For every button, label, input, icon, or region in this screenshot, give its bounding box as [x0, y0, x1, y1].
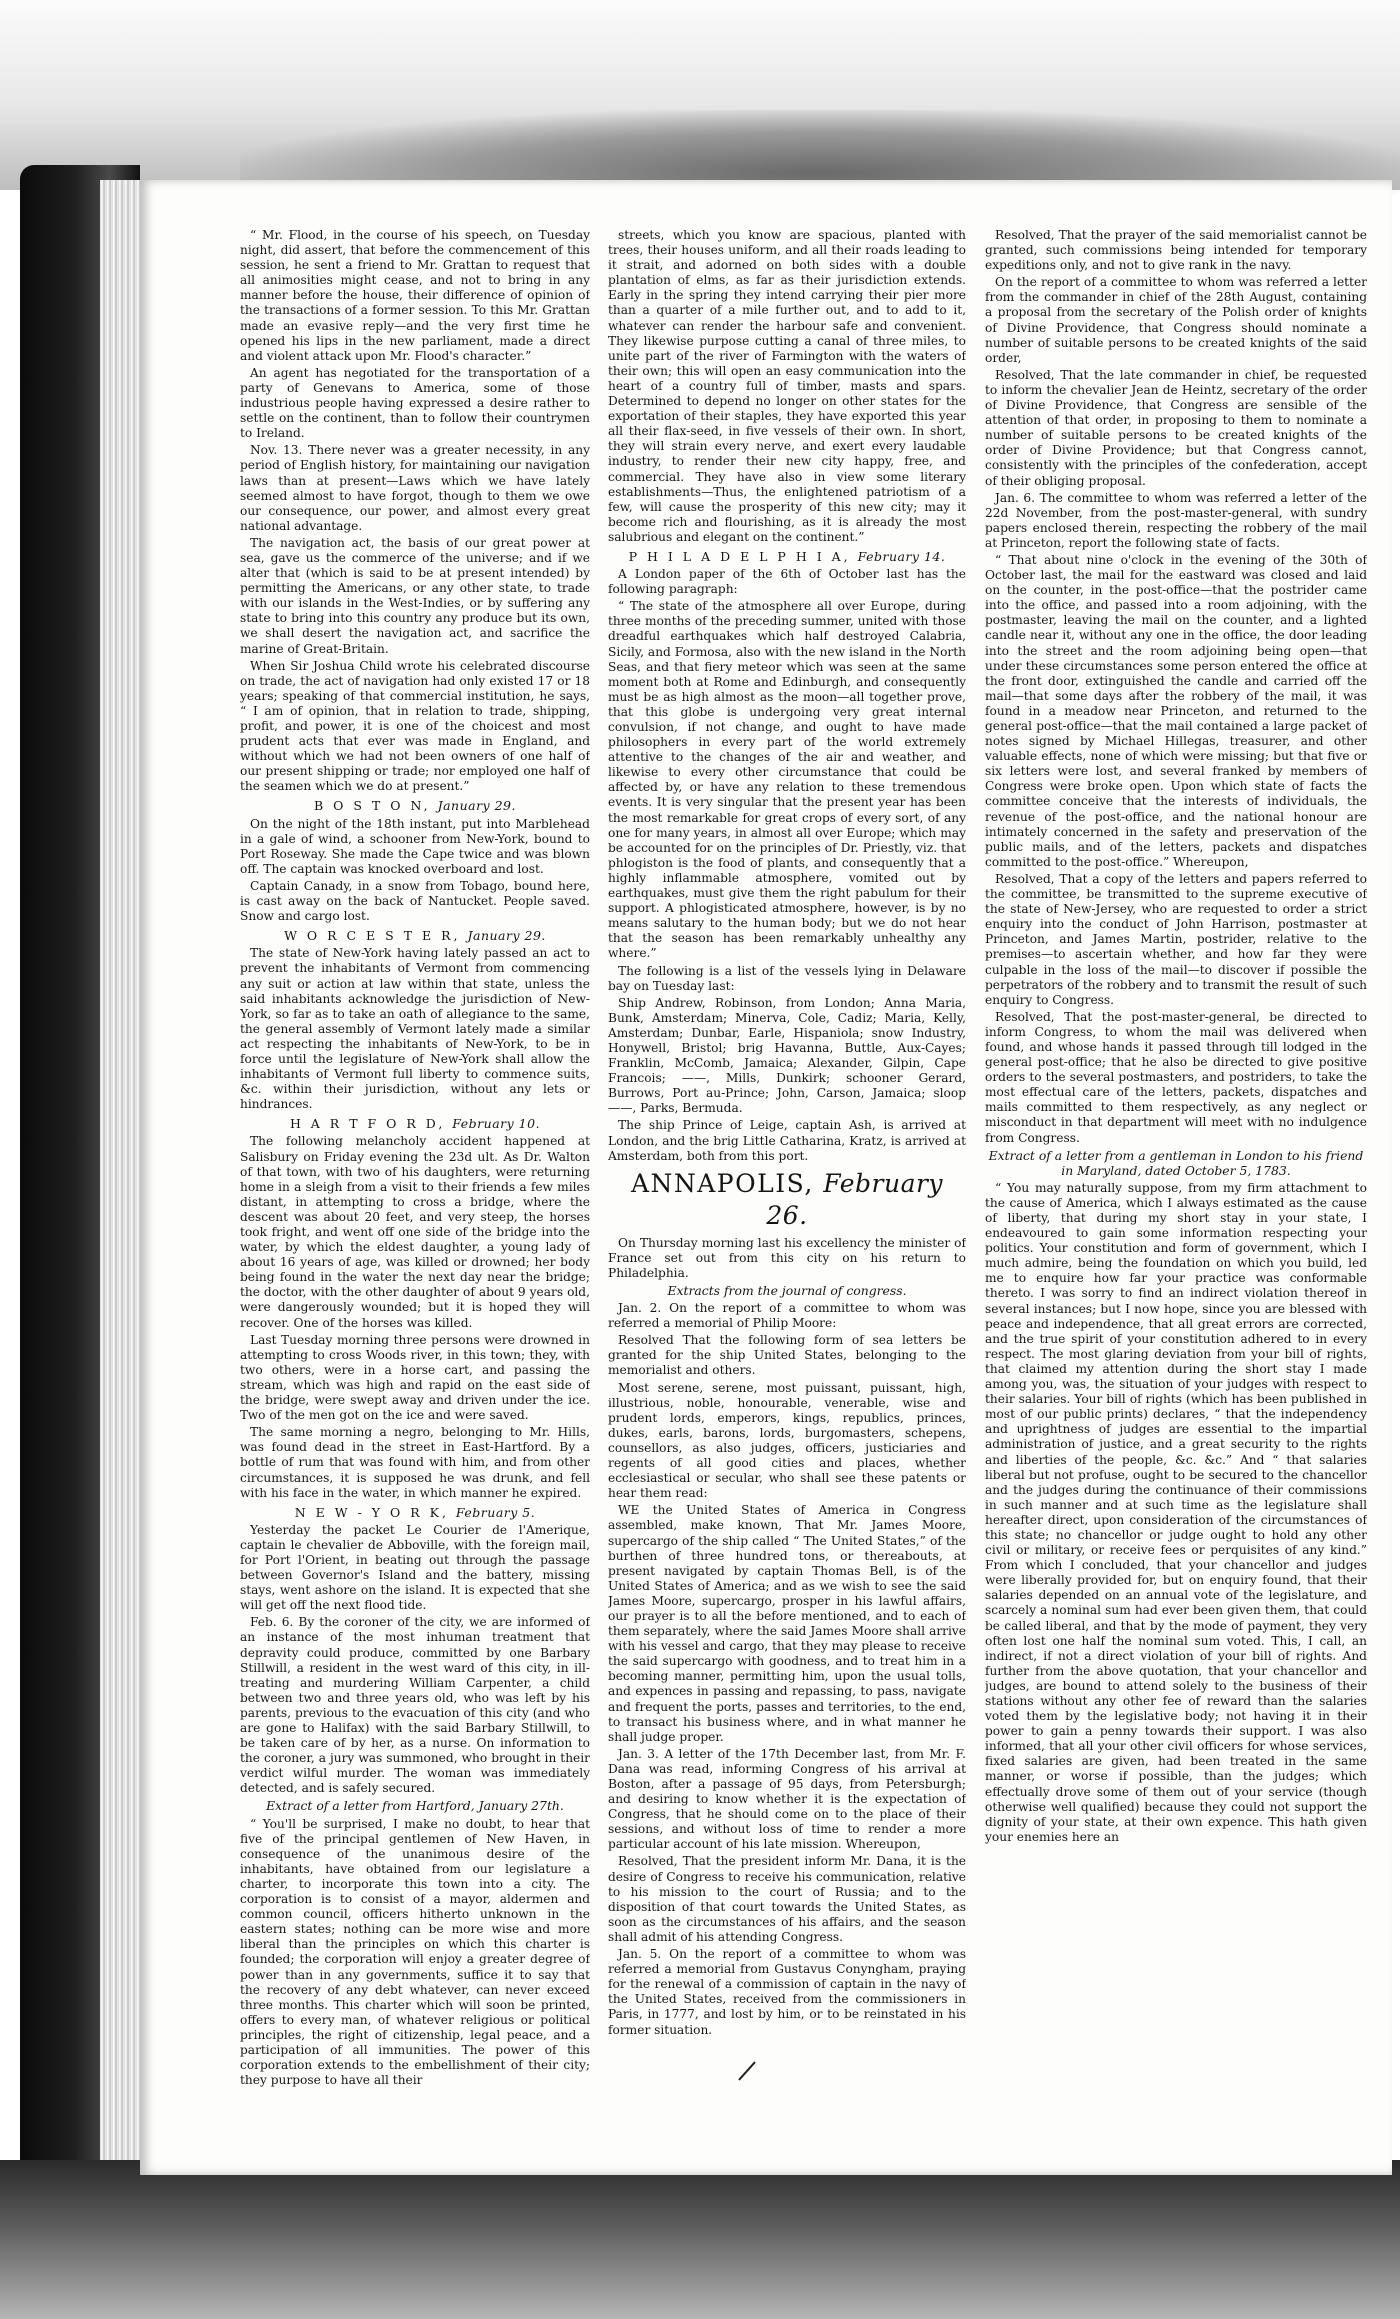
column-1 — [240, 228, 590, 2148]
masthead-place: ANNAPOLIS, — [630, 1168, 814, 1198]
dateline-date: February 5. — [455, 1504, 536, 1520]
paragraph: Jan. 2. On the report of a committee to whom was referred a memorial of Philip Moore: — [608, 1301, 966, 1331]
extract-heading: Extract of a letter from Hartford, January 27th. — [266, 1798, 564, 1814]
extract-heading: Extract of a letter from a gentleman in London to his friend in Maryland, dated October 5, 1783. — [988, 1147, 1364, 1178]
paragraph: The same morning a negro, belonging to Mr. Hills, was found dead in the street in East-Hartford. By a bottle of rum that was found with him, and from other circumstances, it is supposed he was drunk, and fell with his face in the water, in which manner he expired. — [240, 1425, 590, 1500]
paragraph: The navigation act, the basis of our great power at sea, gave us the commerce of the universe; and if we alter that (which is said to be at present intended) by permitting the Americans, or any other state, to trade with our islands in the West-Indies, or by suffering any state to bring into this country any produce but its own, we shall desert the navigation act, and sacrifice the marine of Great-Britain. — [240, 535, 590, 656]
paragraph: WE the United States of America in Congress assembled, make known, That Mr. James Moore, supercargo of the ship called “ The United States,” of the burthen of three hundred tons, or thereabouts, at present navigated by captain Thomas Bell, is of the United States of America; and as we wish to see the said James Moore, supercargo, prosper in his lawful affairs, our prayer is to all the before mentioned, and to each of them separately, where the said James Moore shall arrive with his vessel and cargo, that they may please to receive the said supercargo with goodness, and to treat him in a becoming manner, permitting him, upon the usual tolls, and expences in passing and repassing, to pass, navigate and frequent the ports, passes and territories, to the end, to transact his business where, and in what manner he shall judge proper. — [608, 1503, 966, 1744]
paragraph: The state of New-York having lately passed an act to prevent the inhabitants of Vermont from commencing any suit or action at law within that state, unless the said inhabitants acknowledge the jurisdiction of New-York, so far as to take an oath of allegiance to the same, the general assembly of Vermont lately made a similar act respecting the inhabitants of New-York, to be in force until the legislature of New-York shall allow the inhabitants of Vermont full liberty to commence suits, &c. within their jurisdiction, without any lets or hindrances. — [240, 946, 590, 1112]
paragraph: When Sir Joshua Child wrote his celebrated discourse on trade, the act of navigation had only existed 17 or 18 years; speaking of that commercial institution, he says, “ I am of opinion, that in relation to trade, shipping, profit, and power, it is one of the choicest and most prudent acts that ever was made in England, and without which we had not been owners of one half of our present shipping or trade; nor employed one half of the seamen which we do at present.” — [240, 658, 590, 794]
paragraph: Yesterday the packet Le Courier de l'Amerique, captain le chevalier de Abboville, with the foreign mail, for Port l'Orient, in beating out through the passage between Governor's Island and the battery, missing stays, went ashore on the island. It is expected that she will get off the next flood tide. — [240, 1522, 590, 1613]
dateline-place: H A R T F O R D, — [289, 1116, 446, 1132]
paragraph: “ Mr. Flood, in the course of his speech, on Tuesday night, did assert, that before the commencement of this session, he sent a friend to Mr. Grattan to request that all animosities might cease, and not to bring in any manner before the house, their difference of opinion of the transactions of a former session. To this Mr. Grattan made an evasive reply—and the very first time he opened his lips in the new parliament, made a direct and violent attack upon Mr. Flood's character.” — [240, 228, 590, 363]
paragraph: Resolved, That the late commander in chief, be requested to inform the chevalier Jean de Heintz, secretary of the order of Divine Providence, that Congress are sensible of the attention of that order, in proposing to them to nominate a number of suitable persons to be created knights of the order of Divine Providence; but that Congress cannot, consistently with the principles of the confederation, accept of their obliging proposal. — [985, 367, 1367, 488]
dateline-date: January 29. — [437, 798, 516, 814]
paragraph: “ You may naturally suppose, from my firm attachment to the cause of America, which I always estimated as the cause of liberty, that during my short stay in your state, I endeavoured to gain some information respecting your politics. Your constitution and form of government, which I much admire, being the foundation on which you build, led me to enquire how far your practice was conformable thereto. I was sorry to find an indirect violation thereof in several instances; but I now hope, since you are blessed with peace and independence, that all great errors are corrected, and the true spirit of your constitution adhered to in every respect. The most glaring deviation from your bill of rights, that claimed my attention during the short stay I made among you, was, the situation of your judges with respect to their salaries. Your bill of rights (which has been published in most of our public prints) declares, “ that the independency and uprightness of judges are essential to the impartial administration of justice, and a great security to the rights and liberties of the people, &c. &c.” And “ that salaries liberal but not profuse, ought to be secured to the chancellor and the judges during the continuance of their commissions in such manner and at such time as the legislature shall hereafter direct, upon consideration of the circumstances of this state; no chancellor or judge ought to hold any other civil or military, or receive fees or perquisites of any kind.” From which I concluded, that your chancellor and judges were liberally provided for, but on enquiry found, that their salaries depended on an annual vote of the legislature, and scarcely a nominal sum had ever been given them, that could be called liberal, and that by the mode of payment, they very often lost one half the nominal sum voted. This, I call, an indirect, if not a direct violation of your bill of rights. And further from the above quotation, that your chancellor and judges, are bound to attend solely to the business of their stations without any other fee of reward than the salaries voted them by the legislative body; not having it in their power to gain a penny towards their support. I was also informed, that all your other civil officers for whose services, fixed salaries are given, had been treated in the same manner, or worse if possible, than the judges; which effectually drove some of them out of your service (though otherwise well qualified) because they could not support the dignity of your state, at their own expence. This hath given your enemies here an — [985, 1180, 1367, 1844]
paragraph: Jan. 5. On the report of a committee to whom was referred a memorial from Gustavus Conyngham, praying for the renewal of a commission of captain in the navy of the United States, received from the commissioners in Paris, in 1777, and lost by him, or to be reinstated in his former situation. — [608, 1947, 966, 2037]
paragraph: On the night of the 18th instant, put into Marblehead in a gale of wind, a schooner from New-York, bound to Port Roseway. She made the Cape twice and was blown off. The captain was knocked overboard and lost. — [240, 816, 590, 876]
dateline-place: N E W - Y O R K, — [294, 1504, 449, 1520]
column-3 — [985, 228, 1367, 2148]
paragraph: Resolved That the following form of sea letters be granted for the ship United States, belonging to the memorialist and others. — [608, 1333, 966, 1378]
paragraph: “ The state of the atmosphere all over Europe, during three months of the preceding summer, united with those dreadful earthquakes which half destroyed Calabria, Sicily, and Formosa, also with the new island in the North Seas, and that fiery meteor which was seen at the same moment both at Rome and Edinburgh, and consequently must be as high almost as the moon—all together prove, that this globe is undergoing very great internal convulsion, if not change, and ought to have made philosophers in every part of the world extremely attentive to the changes of the air and weather, and likewise to every other circumstance that could be affected by, or have any relation to these tremendous events. It is very singular that the present year has been the most remarkable for great crops of every sort, of any one for many years, in almost all over Europe; which may be accounted for on the principles of Dr. Priestly, viz. that phlogiston is the food of plants, and consequently that a highly inflammable atmosphere, vomited out by earthquakes, must give them the right pabulum for their support. A phlogisticated atmosphere, however, is by no means salutary to the human body; but we do not hear that the season has been remarkably unhealthy any where.” — [608, 599, 966, 961]
paragraph: Most serene, serene, most puissant, puissant, high, illustrious, noble, honourable, venerable, wise and prudent lords, emperors, kings, republics, princes, dukes, earls, barons, lords, burgomasters, schepens, counsellors, as also judges, officers, justiciaries and regents of all good cities and places, whether ecclesiastical or secular, who shall see these patents or hear them read: — [608, 1380, 966, 1501]
journal-heading: Extracts from the journal of congress. — [667, 1283, 907, 1298]
paragraph: Resolved, That a copy of the letters and papers referred to the committee, be transmitted to the supreme executive of the state of New-Jersey, who are requested to order a strict enquiry into the conduct of John Harrison, postmaster at Princeton, and James Martin, postrider, relative to the premises—to ascertain whether, and how far they were culpable in the loss of the mail—to discover if possible the perpetrators of the robbery and to transmit the result of such enquiry to Congress. — [985, 871, 1367, 1007]
masthead-date: February 26. — [766, 1168, 944, 1230]
paragraph: An agent has negotiated for the transportation of a party of Genevans to America, some of those industrious people having expressed a desire rather to settle on the continent, than to follow their countrymen to Ireland. — [240, 365, 590, 441]
dateline-place: W O R C E S T E R, — [284, 928, 461, 944]
dateline-date: January 29. — [467, 928, 546, 944]
paragraph: Jan. 3. A letter of the 17th December last, from Mr. F. Dana was read, informing Congress of his arrival at Boston, after a passage of 95 days, from Petersburgh; and desiring to know whether it is the expectation of Congress, that he should come on to the place of their sessions, and without loss of time to render a more particular account of his late mission. Whereupon, — [608, 1746, 966, 1852]
newspaper-page — [140, 180, 1392, 2175]
paragraph: Ship Andrew, Robinson, from London; Anna Maria, Bunk, Amsterdam; Minerva, Cole, Cadiz; Maria, Kelly, Amsterdam; Dunbar, Earle, Hispaniola; snow Industry, Honywell, Bristol; brig Havanna, Buttle, Aux-Cayes; Franklin, McComb, Jamaica; Alexander, Gilpin, Cape Francois; ——, Mills, Dunkirk; schooner Gerard, Burrows, Port au-Prince; John, Carson, Jamaica; sloop ——, Parks, Bermuda. — [608, 995, 966, 1116]
paragraph: A London paper of the 6th of October last has the following paragraph: — [608, 567, 966, 597]
paragraph: The following is a list of the vessels lying in Delaware bay on Tuesday last: — [608, 963, 966, 993]
dateline-philadelphia — [608, 549, 966, 564]
paragraph: “ That about nine o'clock in the evening of the 30th of October last, the mail for the eastward was closed and laid on the counter, in the post-office—that the postrider came into the office, and passed into a room adjoining, with the postmaster, leaving the mail on the counter, and a lighted candle near it, without any one in the office, the door leading into the street and the room adjoining being open—that under these circumstances some person entered the office at the front door, extinguished the candle and carried off the mail—that some days after the robbery of the mail, it was found in a meadow near Princeton, and returned to the general post-office—that the mail contained a large packet of notes signed by Michael Hillegas, treasurer, and other valuable effects, none of which were missing; but that five or six letters were lost, and several franked by members of Congress were broke open. Upon which state of facts the committee conceive that the interests of individuals, the revenue of the post-office, and the national honour are intimately concerned in the safety and preservation of the public mails, and of the letters, packets and dispatches committed to the post-office.” Whereupon, — [985, 552, 1367, 869]
dateline-date: February 10. — [452, 1116, 541, 1132]
dateline-date: February 14. — [857, 548, 946, 564]
dateline-new-york — [240, 1505, 590, 1520]
paragraph: Resolved, That the prayer of the said memorialist cannot be granted, such commissions being intended for temporary expeditions only, and not to give rank in the navy. — [985, 228, 1367, 273]
dateline-worcester — [240, 928, 590, 943]
paragraph: Nov. 13. There never was a greater necessity, in any period of English history, for maintaining our navigation laws than at present—Laws which we have lately seemed almost to have forgot, though to them we owe our consequence, our power, and almost every great national advantage. — [240, 443, 590, 533]
paragraph: “ You'll be surprised, I make no doubt, to hear that five of the principal gentlemen of New Haven, in consequence of the unanimous desire of the inhabitants, have obtained from our legislature a charter, to incorporate this town into a city. The corporation is to consist of a mayor, aldermen and common council, officers hitherto unknown in the eastern states; nothing can be more wise and more liberal than the principles on which this charter is founded; the corporation will enjoy a greater degree of power than in any governments, suffice it to say that the recovery of any debt whatever, can never exceed three months. This charter which will soon be printed, offers to every man, of whatever religious or political principles, the right of citizenship, legal peace, and a participation of all immunities. The power of this corporation extends to the embellishment of their city; they purpose to have all their — [240, 1816, 590, 2088]
paragraph: Jan. 6. The committee to whom was referred a letter of the 22d November, from the post-master-general, with sundry papers enclosed therein, respecting the robbery of the mail at Princeton, report the following state of facts. — [985, 490, 1367, 550]
paragraph: streets, which you know are spacious, planted with trees, their houses uniform, and all their roads leading to it strait, and adorned on both sides with a double plantation of elms, as far as their jurisdiction extends. Early in the spring they intend carrying their pier more than a quarter of a mile further out, and to add to it, whatever can render the harbour safe and convenient. They likewise purpose cutting a canal of three miles, to unite part of the river of Farmington with the waters of their own; this will open an easy communication into the heart of a country full of timber, masts and spars. Determined to depend no longer on other states for the exportation of their staples, they have exported this year all their flax-seed, in five vessels of their own. In short, they will strain every nerve, and exert every laudable industry, to render their new city happy, free, and commercial. They have also in view some literary establishments—Thus, the enlightened patriotism of a few, will cause the prosperity of this new city; may it become rich and flourishing, as it is already the most salubrious and elegant on the continent.” — [608, 228, 966, 544]
annapolis-masthead — [608, 1168, 966, 1232]
paragraph: On Thursday morning last his excellency the minister of France set out from this city on his return to Philadelphia. — [608, 1235, 966, 1280]
paragraph: Resolved, That the post-master-general, be directed to inform Congress, to whom the mail was delivered when found, and whose hands it passed through till lodged in the general post-office; that he also be directed to give positive orders to the several postmasters, and postriders, to take the most effectual care of the letters, packets, dispatches and mails committed to them respectively, as any neglect or misconduct in that department will meet with no indulgence from Congress. — [985, 1009, 1367, 1145]
dateline-place: B O S T O N, — [314, 798, 431, 814]
paragraph: Feb. 6. By the coroner of the city, we are informed of an instance of the most inhuman treatment that depravity could produce, committed by one Barbary Stillwill, a resident in the west ward of this city, in ill-treating and murdering William Carpenter, a child between two and three years old, who was left by his parents, previous to the evacuation of this city (and who are gone to Halifax) with the said Barbary Stillwill, to be taken care of by her, as a nurse. On information to the coroner, a jury was summoned, who brought in their verdict wilful murder. The woman was immediately detected, and is safely secured. — [240, 1615, 590, 1796]
scan-background-bottom — [0, 2160, 1400, 2319]
paragraph: Last Tuesday morning three persons were drowned in attempting to cross Woods river, in this town; they, with two others, were in a horse cart, and passing the stream, which was high and rapid on the east side of the bridge, were swept away and driven under the ice. Two of the men got on the ice and were saved. — [240, 1332, 590, 1423]
dateline-boston — [240, 798, 590, 813]
paragraph: Resolved, That the president inform Mr. Dana, it is the desire of Congress to receive his communication, relative to his mission to the court of Russia; and to the disposition of that court towards the United States, as soon as the circumstances of his affairs, and the season shall admit of his attending Congress. — [608, 1854, 966, 1944]
dateline-place: P H I L A D E L P H I A, — [628, 548, 851, 564]
paragraph: The ship Prince of Leige, captain Ash, is arrived at London, and the brig Little Catharina, Kratz, is arrived at Amsterdam, both from this port. — [608, 1118, 966, 1163]
paragraph: Captain Canady, in a snow from Tobago, bound here, is cast away on the back of Nantucket. People saved. Snow and cargo lost. — [240, 878, 590, 924]
paragraph: On the report of a committee to whom was referred a letter from the commander in chief of the 28th August, containing a proposal from the secretary of the Polish order of knights of Divine Providence, that Congress should nominate a number of suitable persons to be created knights of the said order, — [985, 275, 1367, 365]
column-2 — [608, 228, 966, 2148]
dateline-hartford — [240, 1116, 590, 1131]
paragraph: The following melancholy accident happened at Salisbury on Friday evening the 23d ult. As Dr. Walton of that town, with two of his daughters, were returning home in a sleigh from a visit to their friends a few miles distant, in attempting to cross a bridge, where the descent was about 20 feet, and very steep, the horses took fright, and went off one side of the bridge into the water, by which the eldest daughter, a young lady of about 16 years of age, was killed or drowned; her body being found in the water the next day near the bridge; the doctor, with the other daughter of about 9 years old, were dangerously wounded; but it is hoped they will recover. One of the horses was killed. — [240, 1134, 590, 1330]
